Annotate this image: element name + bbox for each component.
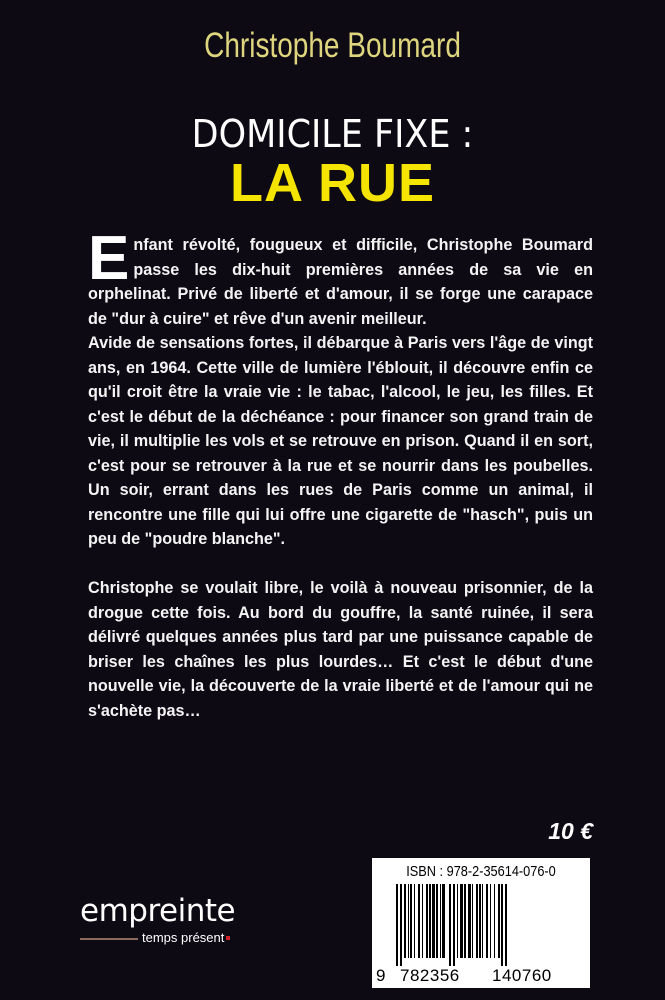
barcode-bar: [426, 884, 428, 958]
barcode-bar: [442, 884, 445, 958]
barcode-guard-bar: [449, 884, 451, 966]
title-line-2: LA RUE: [230, 153, 435, 213]
barcode-bar: [468, 884, 471, 958]
publisher-dot: [226, 936, 230, 940]
barcode-guard-bar: [396, 884, 398, 966]
barcode-bar: [498, 884, 500, 958]
barcode-bar: [490, 884, 491, 958]
price: 10 €: [548, 818, 593, 844]
barcode-bar: [408, 884, 409, 958]
barcode-bar: [429, 884, 431, 958]
barcode-guard-bar: [400, 884, 402, 966]
barcode-bar: [472, 884, 473, 958]
barcode-group-1: 782356: [400, 966, 460, 985]
blurb-paragraph-3: Christophe se voulait libre, le voilà à nouveau prisonnier, de la drogue cette fois. Au bord du gouffre, la santé ruinée, il sera délivré quelques années plus tard par une puissance capable de briser les chaînes les plus lourdes… Et c'est le début d'une nouvelle vie, la découverte de la vraie liberté et de l'amour qui ne s'achète pas…: [88, 579, 593, 720]
barcode-guard-bar: [501, 884, 503, 966]
barcode-guard-bar: [453, 884, 455, 966]
blurb-paragraph-2: Avide de sensations fortes, il débarque à Paris vers l'âge de vingt ans, en 1964. Cette ville de lumière l'éblouit, il découvre enfin ce qu'il croit être la vraie vie : le tabac, l'alcool, le jeu, les filles. Et c'est le début de la déchéance : pour financer son grand train de vie, il multiplie les vols et se retrouve en prison. Quand il en sort, c'est pour se retrouver à la rue et se nourrir dans les poubelles. Un soir, errant dans les rues de Paris comme un animal, il rencontre une fille qui lui offre une cigarette de "hasch", puis un peu de "poudre blanche".: [88, 334, 593, 548]
barcode-block: [372, 858, 590, 988]
barcode-bar: [418, 884, 420, 958]
barcode-lead-digit: 9: [376, 966, 386, 985]
barcode-bar: [460, 884, 463, 958]
publisher-rule: [80, 938, 138, 940]
dropcap: E: [88, 224, 130, 293]
barcode-bar: [422, 884, 423, 958]
barcode-digits: [372, 966, 590, 986]
barcode-icon: [386, 884, 578, 966]
barcode-bar: [479, 884, 481, 958]
barcode-bar: [404, 884, 406, 958]
barcode-bar: [414, 884, 415, 958]
barcode-bar: [482, 884, 483, 958]
barcode-bar: [440, 884, 441, 958]
blurb-paragraph-1: [88, 224, 593, 331]
barcode-bar: [432, 884, 435, 958]
barcode-group-2: 140760: [492, 966, 552, 985]
barcode-bar: [410, 884, 412, 958]
barcode-bar: [486, 884, 488, 958]
author-name: Christophe Boumard: [204, 26, 461, 65]
barcode-bar: [464, 884, 466, 958]
isbn-label: ISBN : 978-2-35614-076-0: [406, 863, 556, 880]
barcode-bar: [436, 884, 438, 958]
blurb: [88, 224, 593, 723]
barcode-bar: [457, 884, 458, 958]
publisher-logo: [80, 893, 270, 947]
publisher-tagline-row: [80, 929, 270, 947]
title-line-1: DOMICILE FIXE :: [191, 112, 474, 156]
publisher-tagline: temps présent: [142, 930, 225, 946]
paragraph-1-text: nfant révolté, fougueux et difficile, Christophe Boumard passe les dix-huit premières années de sa vie en orphelinat. Privé de liberté et d'amour, il se forge une carapace de "dur à cuire" et rêve d'un avenir meilleur.: [88, 236, 593, 328]
barcode-guard-bar: [505, 884, 507, 966]
publisher-name: empreinte: [80, 893, 236, 929]
barcode-bar: [476, 884, 478, 958]
barcode-bar: [494, 884, 495, 958]
